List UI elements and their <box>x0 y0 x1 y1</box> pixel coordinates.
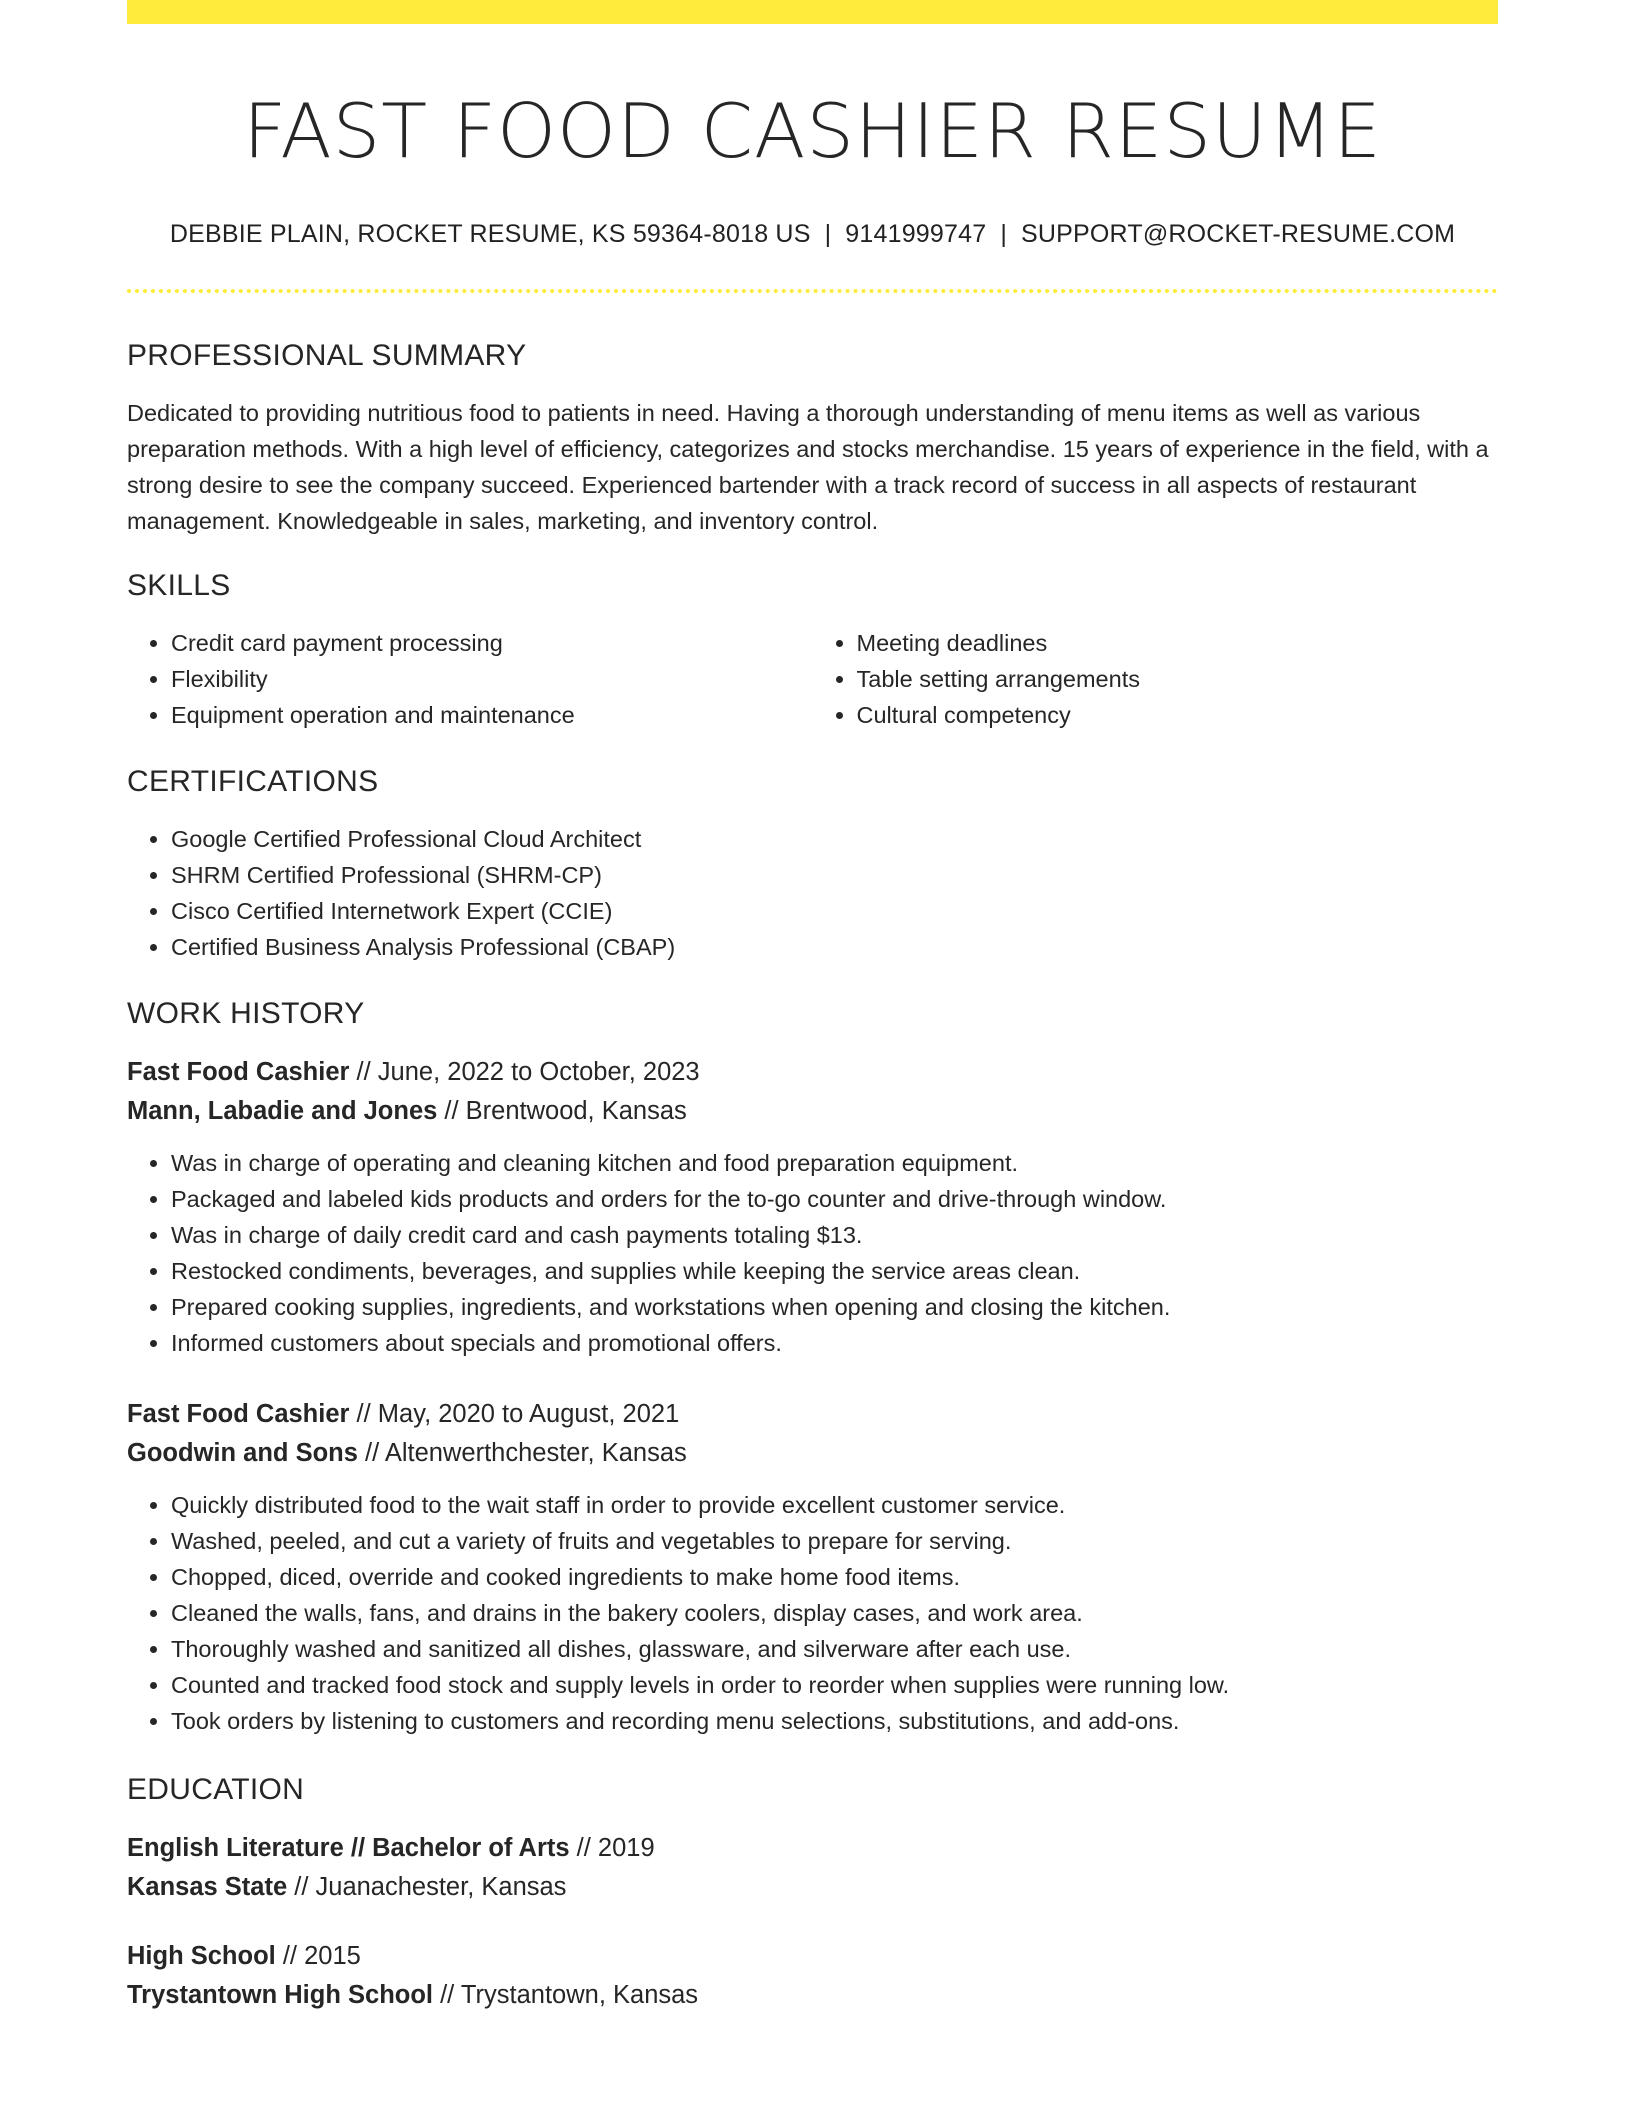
education-school-line <box>127 1868 1498 1907</box>
skills-heading: SKILLS <box>127 569 231 602</box>
job-location: // Altenwerthchester, Kansas <box>357 1439 687 1467</box>
job-company-line <box>127 1092 1498 1131</box>
job-dates: // May, 2020 to August, 2021 <box>349 1400 680 1428</box>
education-year: // 2015 <box>275 1942 361 1970</box>
job-bullet: • Was in charge of operating and cleaning kitchen and food preparation equipment. <box>171 1145 1498 1181</box>
resume-page <box>127 0 1498 2015</box>
job-bullet: • Thoroughly washed and sanitized all dishes, glassware, and silverware after each use. <box>171 1631 1498 1667</box>
job-title-line <box>127 1053 1498 1092</box>
skill-item: • Credit card payment processing <box>171 625 813 661</box>
education-degree-line <box>127 1829 1498 1868</box>
contact-address: DEBBIE PLAIN, ROCKET RESUME, KS 59364-8018 US <box>169 220 811 248</box>
job-bullet-list <box>127 1487 1498 1739</box>
skills-grid <box>127 625 1498 733</box>
job-bullet: • Washed, peeled, and cut a variety of fruits and vegetables to prepare for serving. <box>171 1523 1498 1559</box>
education-entry <box>127 1937 1498 2015</box>
job-entry <box>127 1053 1498 1361</box>
skills-left-column <box>127 625 813 733</box>
dotted-divider <box>127 289 1498 293</box>
certification-item: • Certified Business Analysis Professional (CBAP) <box>171 929 1498 965</box>
certification-item: • Google Certified Professional Cloud Architect <box>171 821 1498 857</box>
skills-right-column <box>813 625 1499 733</box>
education-degree-line <box>127 1937 1498 1976</box>
certification-item: • SHRM Certified Professional (SHRM-CP) <box>171 857 1498 893</box>
skill-item: • Meeting deadlines <box>857 625 1499 661</box>
job-bullet: • Was in charge of daily credit card and cash payments totaling $13. <box>171 1217 1498 1253</box>
job-bullet: • Informed customers about specials and promotional offers. <box>171 1325 1498 1361</box>
education-degree: High School <box>127 1942 276 1970</box>
job-bullet: • Quickly distributed food to the wait staff in order to provide excellent customer service. <box>171 1487 1498 1523</box>
job-company: Mann, Labadie and Jones <box>127 1097 438 1125</box>
education-degree: English Literature // Bachelor of Arts <box>127 1834 570 1862</box>
job-title-line <box>127 1395 1498 1434</box>
work-history-heading: WORK HISTORY <box>127 997 365 1030</box>
contact-line <box>127 220 1498 249</box>
resume-title: FAST FOOD CASHIER RESUME <box>243 87 1382 175</box>
certifications-heading: CERTIFICATIONS <box>127 765 379 798</box>
contact-email: SUPPORT@ROCKET-RESUME.COM <box>1021 220 1456 248</box>
job-bullet: • Prepared cooking supplies, ingredients, and workstations when opening and closing the kitchen. <box>171 1289 1498 1325</box>
job-location: // Brentwood, Kansas <box>437 1097 687 1125</box>
job-bullet-list <box>127 1145 1498 1361</box>
job-company: Goodwin and Sons <box>127 1439 358 1467</box>
summary-text: Dedicated to providing nutritious food to patients in need. Having a thorough understanding of menu items as well as various preparation methods. With a high level of efficiency, categorizes and stocks merchandise. 15 years of experience in the field, with a strong desire to see the company succeed. Experienced bartender with a track record of success in all aspects of restaurant management. Knowledgeable in sales, marketing, and inventory control. <box>127 400 1489 534</box>
education-location: // Trystantown, Kansas <box>433 1981 699 2009</box>
education-location: // Juanachester, Kansas <box>287 1873 567 1901</box>
job-title: Fast Food Cashier <box>127 1400 350 1428</box>
skill-item: • Flexibility <box>171 661 813 697</box>
job-company-line <box>127 1434 1498 1473</box>
education-entry <box>127 1829 1498 1907</box>
contact-separator: | <box>1000 220 1008 248</box>
job-bullet: • Chopped, diced, override and cooked ingredients to make home food items. <box>171 1559 1498 1595</box>
job-bullet: • Cleaned the walls, fans, and drains in the bakery coolers, display cases, and work area. <box>171 1595 1498 1631</box>
skill-item: • Cultural competency <box>857 697 1499 733</box>
skill-item: • Table setting arrangements <box>857 661 1499 697</box>
certification-item: • Cisco Certified Internetwork Expert (CCIE) <box>171 893 1498 929</box>
contact-phone: 9141999747 <box>845 220 987 248</box>
education-school: Trystantown High School <box>127 1981 434 2009</box>
job-title: Fast Food Cashier <box>127 1058 350 1086</box>
job-bullet: • Packaged and labeled kids products and orders for the to-go counter and drive-through window. <box>171 1181 1498 1217</box>
job-bullet: • Restocked condiments, beverages, and supplies while keeping the service areas clean. <box>171 1253 1498 1289</box>
job-entry <box>127 1395 1498 1739</box>
top-accent-bar <box>127 0 1498 24</box>
summary-heading: PROFESSIONAL SUMMARY <box>127 339 527 372</box>
job-dates: // June, 2022 to October, 2023 <box>349 1058 700 1086</box>
education-year: // 2019 <box>569 1834 655 1862</box>
job-bullet: • Counted and tracked food stock and supply levels in order to reorder when supplies were running low. <box>171 1667 1498 1703</box>
certifications-list <box>127 821 1498 965</box>
skill-item: • Equipment operation and maintenance <box>171 697 813 733</box>
contact-separator: | <box>824 220 832 248</box>
education-school: Kansas State <box>127 1873 288 1901</box>
job-bullet: • Took orders by listening to customers and recording menu selections, substitutions, and add-ons. <box>171 1703 1498 1739</box>
education-school-line <box>127 1976 1498 2015</box>
education-heading: EDUCATION <box>127 1773 305 1806</box>
